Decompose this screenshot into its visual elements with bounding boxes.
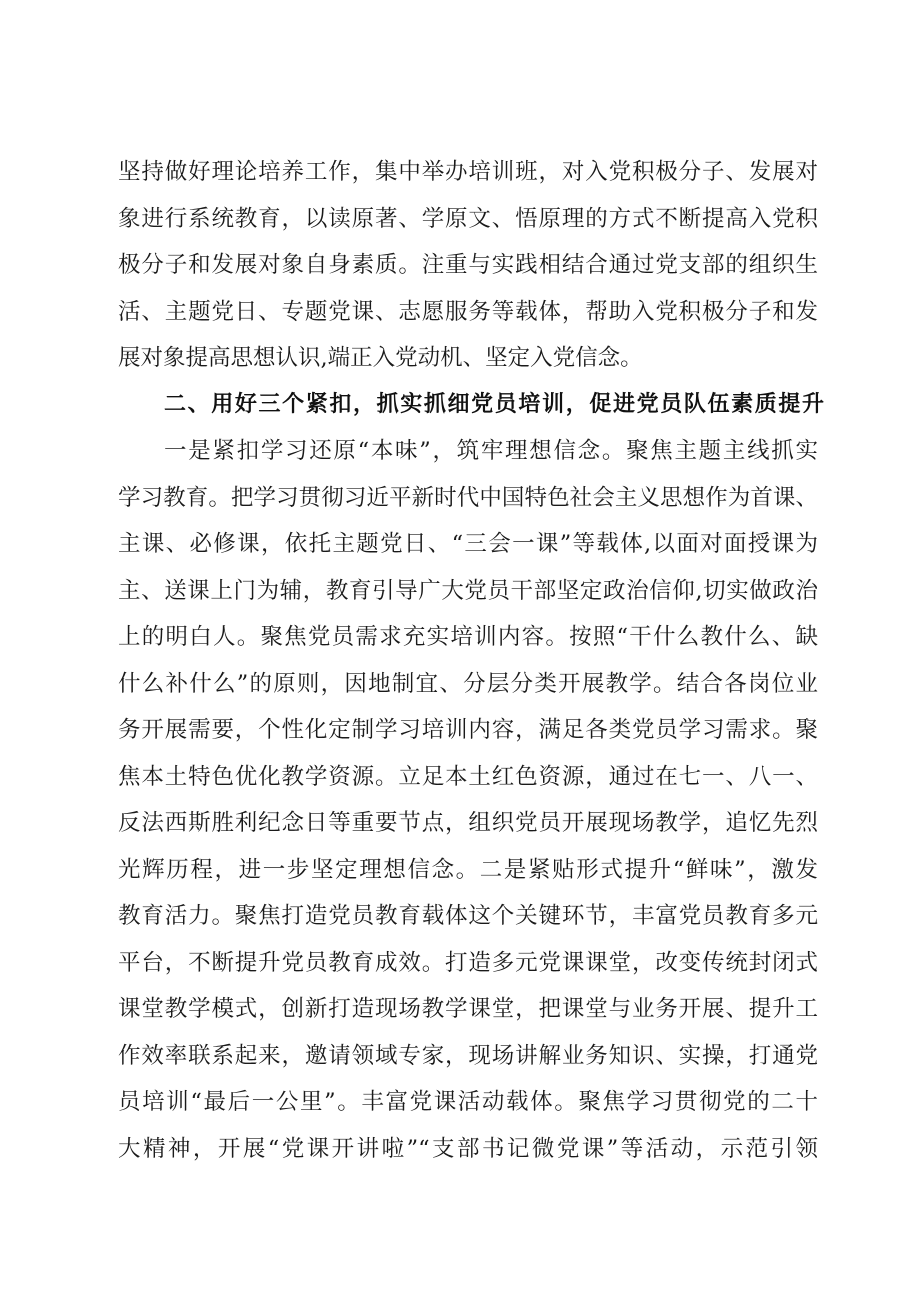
body-text-line: 什么补什么”的原则，因地制宜、分层分类开展教学。结合各岗位业	[118, 671, 818, 697]
body-text-line: 主课、必修课，依托主题党日、“三会一课”等载体,以面对面授课为	[118, 531, 818, 557]
body-text-line: 作效率联系起来，邀请领域专家，现场讲解业务知识、实操，打通党	[118, 1043, 818, 1069]
body-text-line: 焦本土特色优化教学资源。立足本土红色资源，通过在七一、八一、	[118, 764, 818, 790]
body-text-line: 大精神，开展“党课开讲啦”“支部书记微党课”等活动，示范引领	[118, 1136, 818, 1162]
body-text-line: 平台，不断提升党员教育成效。打造多元党课课堂，改变传统封闭式	[118, 950, 818, 976]
body-text-line: 一是紧扣学习还原“本味”，筑牢理想信念。聚焦主题主线抓实	[164, 438, 818, 464]
body-text-line: 展对象提高思想认识,端正入党动机、坚定入党信念。	[118, 345, 643, 371]
body-text-line: 教育活力。聚焦打造党员教育载体这个关键环节，丰富党员教育多元	[118, 903, 818, 929]
body-text-line: 学习教育。把学习贯彻习近平新时代中国特色社会主义思想作为首课、	[118, 485, 818, 511]
body-text-line: 极分子和发展对象自身素质。注重与实践相结合通过党支部的组织生	[118, 252, 818, 278]
body-text-line: 主、送课上门为辅，教育引导广大党员干部坚定政治信仰,切实做政治	[118, 578, 818, 604]
body-text-line: 象进行系统教育，以读原著、学原文、悟原理的方式不断提高入党积	[118, 206, 818, 232]
body-text-line: 务开展需要，个性化定制学习培训内容，满足各类党员学习需求。聚	[118, 717, 818, 743]
section-heading: 二、用好三个紧扣，抓实抓细党员培训，促进党员队伍素质提升	[164, 392, 824, 417]
body-text-line: 坚持做好理论培养工作，集中举办培训班，对入党积极分子、发展对	[118, 159, 818, 185]
body-text-line: 上的明白人。聚焦党员需求充实培训内容。按照“干什么教什么、缺	[118, 624, 818, 650]
body-text-line: 反法西斯胜利纪念日等重要节点，组织党员开展现场教学，追忆先烈	[118, 810, 818, 836]
body-text-line: 员培训“最后一公里”。丰富党课活动载体。聚焦学习贯彻党的二十	[118, 1089, 818, 1115]
body-text-line: 课堂教学模式，创新打造现场教学课堂，把课堂与业务开展、提升工	[118, 996, 818, 1022]
body-text-line: 活、主题党日、专题党课、志愿服务等载体，帮助入党积极分子和发	[118, 299, 818, 325]
body-text-line: 光辉历程，进一步坚定理想信念。二是紧贴形式提升“鲜味”，激发	[118, 857, 818, 883]
